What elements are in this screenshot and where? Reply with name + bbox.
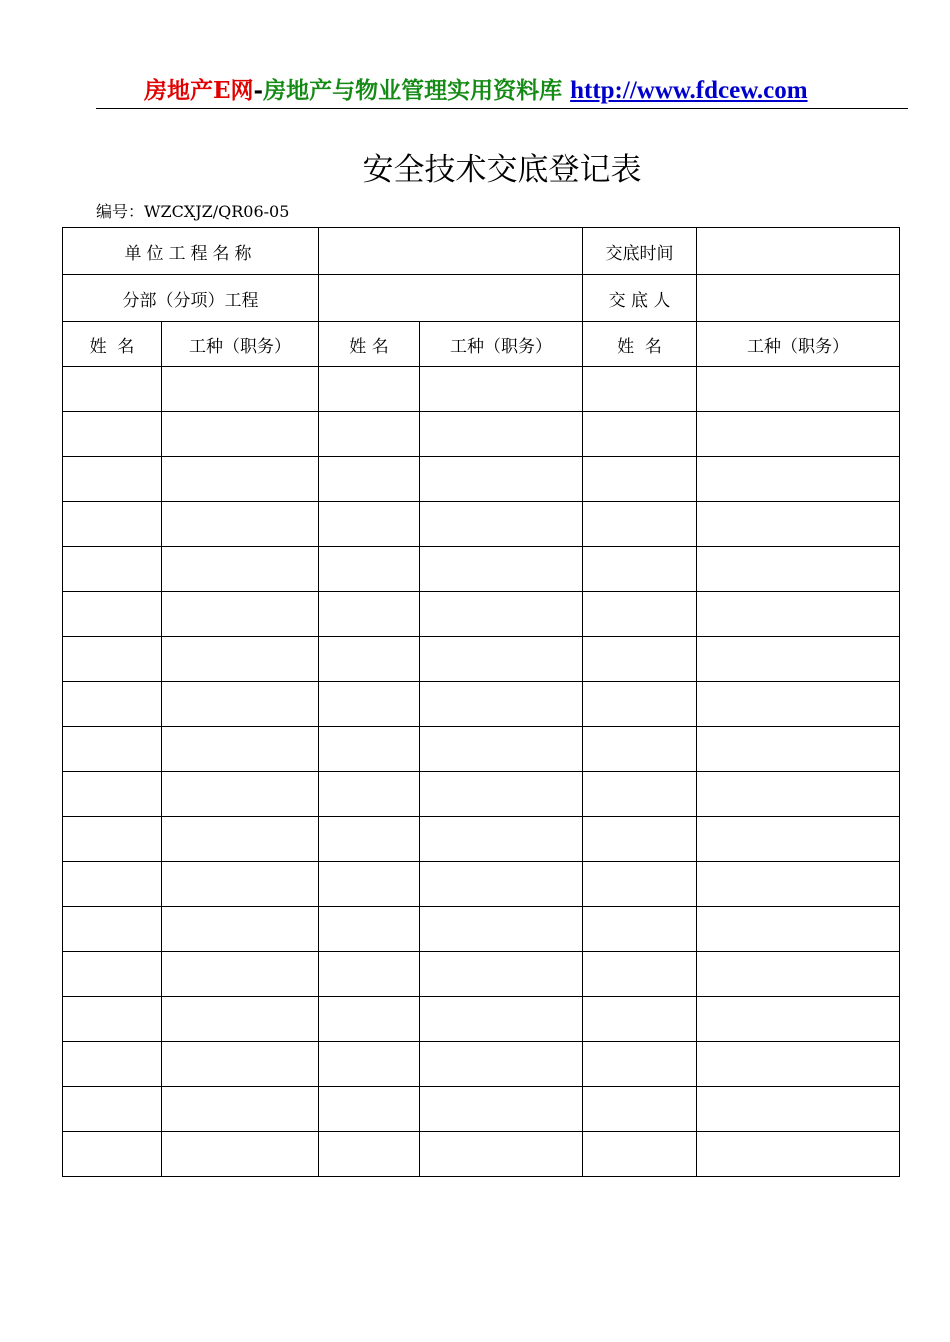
handover-time-label: 交底时间 [583,228,697,275]
table-cell[interactable] [583,412,697,457]
table-row [63,367,900,412]
table-cell[interactable] [420,862,583,907]
table-cell[interactable] [63,502,162,547]
table-cell[interactable] [420,412,583,457]
table-cell[interactable] [583,502,697,547]
col-name-2: 姓 名 [319,322,420,367]
site-tagline: 房地产与物业管理实用资料库 [263,77,563,104]
table-cell[interactable] [319,727,420,772]
table-cell[interactable] [162,592,319,637]
table-cell[interactable] [63,817,162,862]
table-cell[interactable] [319,817,420,862]
table-cell[interactable] [162,997,319,1042]
unit-project-row [63,228,900,275]
table-cell[interactable] [697,367,900,412]
handover-person-label: 交 底 人 [583,275,697,322]
col-name-3: 姓 名 [583,322,697,367]
table-cell[interactable] [697,1087,900,1132]
table-row [63,547,900,592]
table-cell[interactable] [319,682,420,727]
table-cell[interactable] [162,1087,319,1132]
table-row [63,817,900,862]
table-cell[interactable] [420,907,583,952]
table-row [63,502,900,547]
col-trade-3: 工种（职务） [697,322,900,367]
handover-time-field[interactable] [697,228,900,275]
table-row [63,592,900,637]
table-cell[interactable] [162,457,319,502]
table-cell[interactable] [162,952,319,997]
table-cell[interactable] [63,592,162,637]
table-cell[interactable] [697,772,900,817]
table-cell[interactable] [319,457,420,502]
col-name-1: 姓 名 [63,322,162,367]
site-name: 房地产E网 [144,77,254,104]
table-cell[interactable] [162,817,319,862]
table-cell[interactable] [583,952,697,997]
table-cell[interactable] [420,952,583,997]
table-cell[interactable] [420,727,583,772]
sub-project-row [63,275,900,322]
table-cell[interactable] [420,457,583,502]
table-row [63,637,900,682]
table-cell[interactable] [319,997,420,1042]
table-cell[interactable] [697,682,900,727]
table-cell[interactable] [583,727,697,772]
document-code: 编号：WZCXJZ/QR06-05 [96,202,290,221]
table-cell[interactable] [319,862,420,907]
table-cell[interactable] [63,637,162,682]
table-cell[interactable] [583,457,697,502]
table-row [63,457,900,502]
table-cell[interactable] [319,502,420,547]
table-row [63,682,900,727]
table-cell[interactable] [420,637,583,682]
table-cell[interactable] [319,547,420,592]
table-row [63,952,900,997]
table-cell[interactable] [63,997,162,1042]
table-cell[interactable] [319,1042,420,1087]
table-cell[interactable] [697,952,900,997]
table-cell[interactable] [162,502,319,547]
table-cell[interactable] [583,907,697,952]
table-cell[interactable] [583,772,697,817]
table-cell[interactable] [583,1087,697,1132]
table-row [63,1042,900,1087]
table-cell[interactable] [697,547,900,592]
table-cell[interactable] [162,637,319,682]
table-cell[interactable] [583,637,697,682]
page-header [96,74,908,109]
table-row [63,1132,900,1177]
table-row [63,862,900,907]
registration-table [62,227,900,1177]
table-cell[interactable] [697,817,900,862]
table-cell[interactable] [162,862,319,907]
table-cell[interactable] [697,502,900,547]
header-dash: - [253,77,264,104]
table-cell[interactable] [583,862,697,907]
table-cell[interactable] [63,727,162,772]
table-cell[interactable] [319,592,420,637]
site-url-link[interactable]: http://www.fdcew.com [570,77,808,104]
table-row [63,412,900,457]
table-cell[interactable] [63,1087,162,1132]
table-cell[interactable] [697,412,900,457]
table-cell[interactable] [420,682,583,727]
table-cell[interactable] [583,547,697,592]
table-cell[interactable] [319,772,420,817]
table-cell[interactable] [162,547,319,592]
table-row [63,727,900,772]
table-cell[interactable] [162,367,319,412]
table-row [63,772,900,817]
table-cell[interactable] [63,1132,162,1177]
table-cell[interactable] [162,907,319,952]
table-cell[interactable] [319,367,420,412]
table-cell[interactable] [420,1087,583,1132]
col-trade-1: 工种（职务） [162,322,319,367]
table-cell[interactable] [420,592,583,637]
table-cell[interactable] [697,457,900,502]
table-cell[interactable] [583,367,697,412]
table-cell[interactable] [697,1132,900,1177]
table-cell[interactable] [63,367,162,412]
table-cell[interactable] [697,1042,900,1087]
table-cell[interactable] [420,817,583,862]
column-header-row [63,322,900,367]
table-cell[interactable] [162,1042,319,1087]
table-cell[interactable] [63,457,162,502]
table-cell[interactable] [63,772,162,817]
table-cell[interactable] [697,727,900,772]
table-cell[interactable] [162,772,319,817]
table-cell[interactable] [697,592,900,637]
table-row [63,1087,900,1132]
table-cell[interactable] [583,682,697,727]
table-cell[interactable] [319,952,420,997]
table-cell[interactable] [63,682,162,727]
table-cell[interactable] [319,1132,420,1177]
table-cell[interactable] [420,1132,583,1177]
table-cell[interactable] [420,502,583,547]
table-row [63,997,900,1042]
unit-project-label: 单位工程名称 [63,228,319,275]
header-line [144,74,808,108]
table-cell[interactable] [63,952,162,997]
table-row [63,907,900,952]
table-cell[interactable] [319,412,420,457]
table-cell[interactable] [319,1087,420,1132]
sub-project-field[interactable] [319,275,583,322]
table-cell[interactable] [420,547,583,592]
table-cell[interactable] [162,412,319,457]
table-cell[interactable] [583,592,697,637]
table-cell[interactable] [420,772,583,817]
table-cell[interactable] [162,1132,319,1177]
table-cell[interactable] [63,1042,162,1087]
table-cell[interactable] [420,367,583,412]
col-trade-2: 工种（职务） [420,322,583,367]
table-cell[interactable] [583,997,697,1042]
handover-person-field[interactable] [697,275,900,322]
table-cell[interactable] [63,547,162,592]
table-cell[interactable] [420,997,583,1042]
page-title: 安全技术交底登记表 [362,152,642,188]
table-cell[interactable] [583,1042,697,1087]
table-cell[interactable] [583,817,697,862]
table-cell[interactable] [63,907,162,952]
table-cell[interactable] [162,727,319,772]
table-cell[interactable] [319,907,420,952]
table-cell[interactable] [697,997,900,1042]
table-cell[interactable] [319,637,420,682]
table-cell[interactable] [162,682,319,727]
table-cell[interactable] [697,907,900,952]
table-cell[interactable] [63,862,162,907]
table-cell[interactable] [420,1042,583,1087]
table-cell[interactable] [63,412,162,457]
table-cell[interactable] [697,637,900,682]
table-cell[interactable] [697,862,900,907]
unit-project-field[interactable] [319,228,583,275]
sub-project-label: 分部（分项）工程 [63,275,319,322]
table-cell[interactable] [583,1132,697,1177]
